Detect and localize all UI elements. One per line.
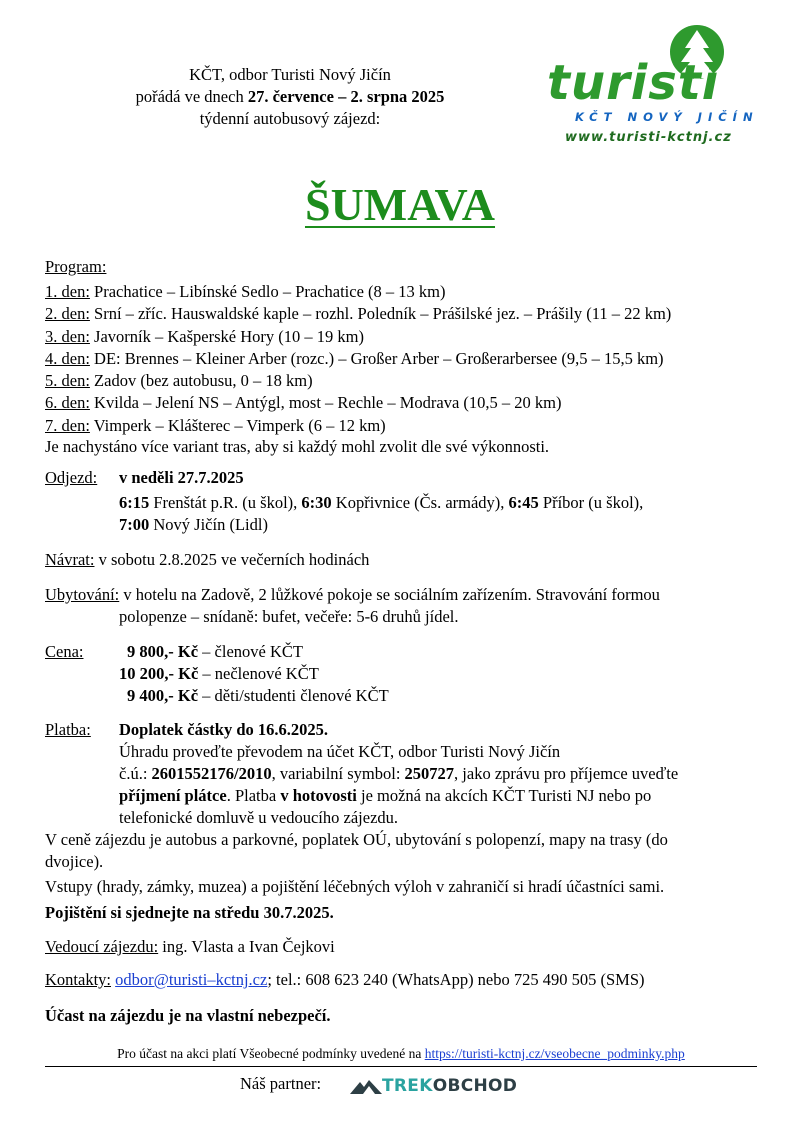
event-header	[90, 64, 490, 130]
program-day-7: 7. den: Vimperk – Klášterec – Vimperk (6 – 12 km)	[45, 415, 386, 435]
partner-trek: TREK	[382, 1076, 433, 1096]
payment-line-2: Úhradu proveďte převodem na účet KČT, odbor Turisti Nový Jičín	[119, 742, 561, 761]
payment-deadline: Doplatek částky do 16.6.2025.	[119, 720, 329, 739]
program-day-5: 5. den: Zadov (bez autobusu, 0 – 18 km)	[45, 371, 313, 391]
program-day-4: 4. den: DE: Brennes – Kleiner Arber (rozc.) – Großer Arber – Großerarbersee (9,5 – 15,5 km)	[45, 348, 664, 368]
header-trip-type: týdenní autobusový zájezd:	[199, 109, 381, 128]
price-row-2: 10 200,- Kč – nečlenové KČT	[119, 664, 319, 683]
included-line-1: V ceně zájezdu je autobus a parkovné, poplatek OÚ, ubytování s polopenzí, mapy na trasy (do	[45, 830, 668, 849]
page-title: ŠUMAVA	[304, 179, 496, 230]
program-label: Program:	[45, 257, 107, 276]
leader-row: Vedoucí zájezdu: ing. Vlasta a Ivan Čejkovi	[45, 937, 335, 956]
accommodation-row-2: polopenze – snídaně: bufet, večeře: 5-6 druhů jídel.	[119, 607, 459, 626]
logo-url: www.turisti-kctnj.cz	[565, 130, 732, 145]
payment-label: Platba:	[45, 720, 91, 739]
included-line-2: dvojice).	[45, 852, 104, 871]
conditions-note: Pro účast na akci platí Všeobecné podmínky uvedené na https://turisti-kctnj.cz/vseobecne_podminky.php	[117, 1046, 685, 1061]
trekobchod-logo[interactable]	[350, 1074, 517, 1098]
conditions-link[interactable]: https://turisti-kctnj.cz/vseobecne_podminky.php	[424, 1046, 685, 1061]
partner-obchod: OBCHOD	[432, 1076, 518, 1096]
risk-note: Účast na zájezdu je na vlastní nebezpečí.	[45, 1006, 331, 1025]
program-day-3: 3. den: Javorník – Kašperské Hory (10 – 19 km)	[45, 326, 364, 346]
contact-email-link[interactable]: odbor@turisti–kctnj.cz	[115, 970, 268, 989]
header-organizer: KČT, odbor Turisti Nový Jičín	[189, 65, 391, 84]
payment-account: č.ú.: 2601552176/2010, variabilní symbol: 250727, jako zprávu pro příjemce uveďte	[119, 764, 679, 783]
price-label: Cena:	[45, 642, 84, 661]
header-dates: pořádá ve dnech 27. července – 2. srpna 2025	[135, 87, 445, 106]
partner-label: Náš partner:	[240, 1074, 322, 1093]
footer-divider	[45, 1066, 757, 1067]
program-note: Je nachystáno více variant tras, aby si každý mohl zvolit dle své výkonnosti.	[45, 437, 550, 456]
departure-times-1: 6:15 Frenštát p.R. (u škol), 6:30 Kopřivnice (Čs. armády), 6:45 Příbor (u škol),	[119, 493, 644, 512]
departure-label: Odjezd:	[45, 468, 98, 487]
program-day-list	[45, 281, 671, 437]
contacts-row: Kontakty: odbor@turisti–kctnj.cz; tel.: 608 623 240 (WhatsApp) nebo 725 490 505 (SMS)	[45, 970, 645, 989]
payment-line-5: telefonické domluvě u vedoucího zájezdu.	[119, 808, 399, 827]
turisti-logo	[545, 22, 770, 152]
mountain-icon	[350, 1077, 382, 1095]
accommodation-row: Ubytování: v hotelu na Zadově, 2 lůžkové pokoje se sociálním zařízením. Stravování formou	[45, 585, 660, 604]
included-extra: Vstupy (hrady, zámky, muzea) a pojištění léčebných výloh v zahraničí si hradí účastníci sami.	[45, 877, 665, 896]
departure-times-2: 7:00 Nový Jičín (Lidl)	[119, 515, 268, 534]
logo-subtitle: KČT NOVÝ JIČÍN	[575, 110, 759, 124]
program-day-1: 1. den: Prachatice – Libínské Sedlo – Prachatice (8 – 13 km)	[45, 282, 446, 301]
insurance-note: Pojištění si sjednejte na středu 30.7.2025.	[45, 903, 334, 922]
logo-word: turisti	[547, 55, 720, 111]
program-day-6: 6. den: Kvilda – Jelení NS – Antýgl, most – Rechle – Modrava (10,5 – 20 km)	[45, 393, 562, 413]
payment-line-4: příjmení plátce. Platba v hotovosti je možná na akcích KČT Turisti NJ nebo po	[119, 786, 652, 805]
departure-date: v neděli 27.7.2025	[119, 468, 244, 487]
price-row-3: 9 400,- Kč – děti/studenti členové KČT	[127, 686, 389, 705]
price-row-1: 9 800,- Kč – členové KČT	[127, 642, 303, 661]
program-day-2: 2. den: Srní – zříc. Hauswaldské kaple – rozhl. Poledník – Prášilské jez. – Prášily (11 – 22 km)	[45, 304, 672, 324]
return-row: Návrat: v sobotu 2.8.2025 ve večerních hodinách	[45, 550, 370, 569]
